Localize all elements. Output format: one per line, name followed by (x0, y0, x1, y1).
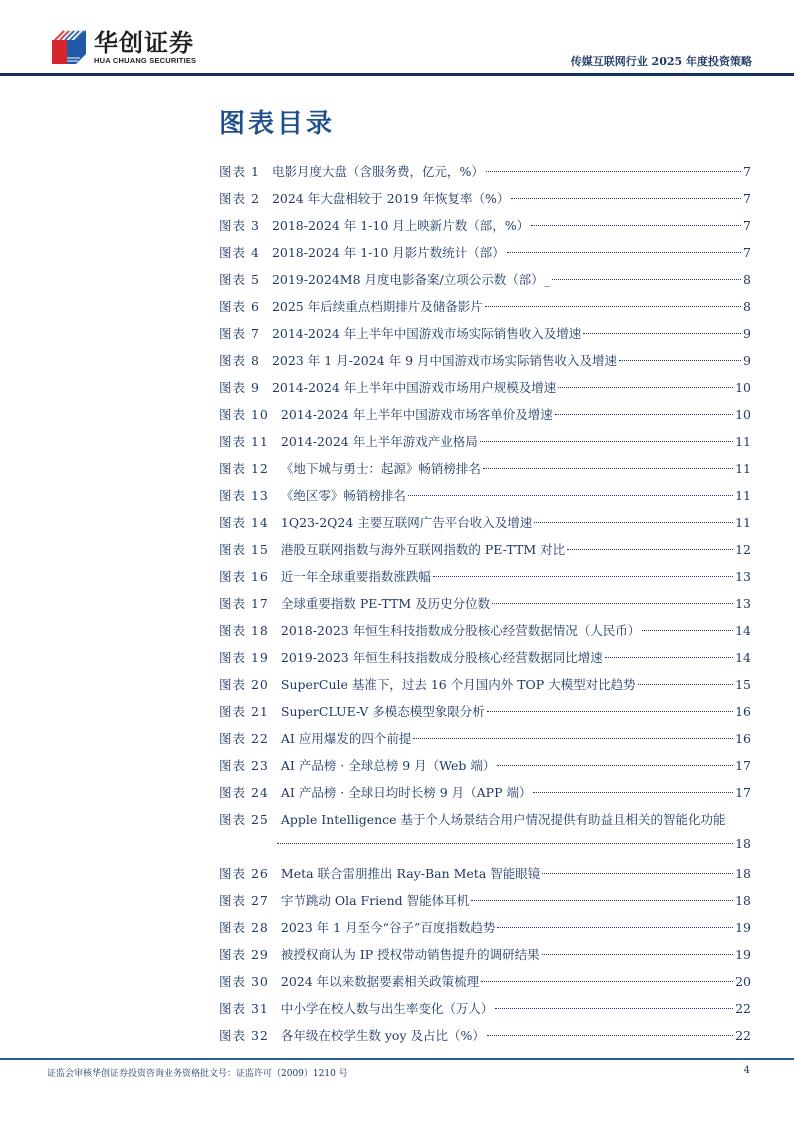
toc-entry-number: 图表 22 (219, 731, 269, 746)
toc-entry-title: 《绝区零》畅销榜排名 (280, 488, 406, 503)
toc-entry[interactable] (219, 189, 751, 216)
toc-entry-page: 14 (735, 650, 751, 665)
toc-entry-number: 图表 11 (219, 434, 269, 449)
dot-leader (413, 738, 733, 739)
toc-entry-number: 图表 3 (219, 218, 260, 233)
toc-entry[interactable] (219, 486, 751, 513)
footer-license: 证监会审核华创证券投资咨询业务资格批文号：证监许可（2009）1210 号 (47, 1069, 348, 1079)
toc-entry-number: 图表 19 (219, 650, 269, 665)
toc-entry-title: 2018-2024 年 1-10 月上映新片数（部，%） (271, 218, 530, 233)
toc-entry-page: 11 (735, 461, 751, 476)
toc-entry[interactable] (219, 567, 751, 594)
toc-entry-number: 图表 18 (219, 623, 269, 638)
toc-entry-title: Meta 联合雷朋推出 Ray-Ban Meta 智能眼镜 (280, 866, 541, 881)
page-header (0, 0, 794, 80)
toc-entry-title: 被授权商认为 IP 授权带动销售提升的调研结果 (280, 947, 540, 962)
toc-entry-continuation (219, 834, 751, 861)
footer-divider (0, 1058, 794, 1060)
logo-cube-icon (50, 28, 88, 66)
toc-entry-page: 15 (735, 677, 751, 692)
dot-leader (497, 927, 733, 928)
toc-entry-page: 10 (735, 407, 751, 422)
toc-entry-number: 图表 24 (219, 785, 269, 800)
toc-entry-number: 图表 2 (219, 191, 260, 206)
toc-entry-title: 2025 年后续重点档期排片及储备影片 (271, 299, 483, 314)
toc-entry-page: 8 (743, 272, 751, 287)
toc-entry[interactable] (219, 162, 751, 189)
dot-leader (511, 198, 741, 199)
toc-entry-title: 2023 年 1 月至今“谷子”百度指数趋势 (280, 920, 496, 935)
dot-leader (471, 900, 733, 901)
dot-leader (486, 171, 741, 172)
dot-leader (480, 441, 733, 442)
toc-entry-page: 19 (735, 920, 751, 935)
toc-entry-title: AI 产品榜 · 全球总榜 9 月（Web 端） (280, 758, 496, 773)
toc-entry-page: 17 (735, 785, 751, 800)
toc-entry[interactable] (219, 324, 751, 351)
toc-entry-number: 图表 26 (219, 866, 269, 881)
toc-entry[interactable] (219, 513, 751, 540)
toc-entry[interactable] (219, 810, 751, 864)
toc-entry-page: 9 (743, 353, 751, 368)
logo-chinese-name: 华创证券 (94, 28, 194, 57)
toc-entry[interactable] (219, 351, 751, 378)
dot-leader (567, 549, 733, 550)
dot-leader (483, 468, 733, 469)
page-title: 图表目录 (219, 109, 336, 139)
toc-entry-page: 18 (735, 866, 751, 881)
toc-entry[interactable] (219, 540, 751, 567)
toc-entry-title: 《地下城与勇士：起源》畅销榜排名 (280, 461, 481, 476)
toc-entry-number: 图表 16 (219, 569, 269, 584)
toc-entry-number: 图表 12 (219, 461, 269, 476)
dot-leader (542, 873, 733, 874)
toc-entry[interactable] (219, 1026, 751, 1053)
toc-entry-number: 图表 4 (219, 245, 260, 260)
logo-english-name: HUA CHUANG SECURITIES (94, 55, 197, 65)
toc-entry-number: 图表 21 (219, 704, 269, 719)
toc-entry-title: 1Q23-2Q24 主要互联网广告平台收入及增速 (280, 515, 533, 530)
toc-entry-page: 7 (743, 191, 751, 206)
dot-leader (558, 387, 733, 388)
toc-entry-title: 2014-2024 年上半年中国游戏市场用户规模及增速 (271, 380, 557, 395)
toc-entry-page: 19 (735, 947, 751, 962)
dot-leader (485, 306, 741, 307)
toc-entry[interactable] (219, 270, 751, 297)
toc-entry-page: 7 (743, 245, 751, 260)
toc-entry-title: 2019-2024M8 月度电影备案/立项公示数（部）_ (271, 272, 550, 287)
toc-entry-number: 图表 8 (219, 353, 260, 368)
toc-entry-page: 18 (735, 835, 751, 851)
dot-leader (433, 576, 733, 577)
toc-entry-page: 11 (735, 515, 751, 530)
toc-entry-page: 8 (743, 299, 751, 314)
dot-leader (481, 981, 733, 982)
toc-entry-number: 图表 20 (219, 677, 269, 692)
toc-entry-title: AI 产品榜 · 全球日均时长榜 9 月（APP 端） (280, 785, 532, 800)
company-logo (50, 27, 196, 67)
dot-leader (492, 603, 733, 604)
dot-leader (605, 657, 733, 658)
toc-entry[interactable] (219, 783, 751, 810)
toc-entry-number: 图表 15 (219, 542, 269, 557)
toc-entry[interactable] (219, 891, 751, 918)
toc-entry[interactable] (219, 243, 751, 270)
dot-leader (487, 711, 733, 712)
toc-entry-page: 16 (735, 731, 751, 746)
toc-entry-number: 图表 1 (219, 164, 260, 179)
toc-entry-page: 9 (743, 326, 751, 341)
toc-entry-number: 图表 17 (219, 596, 269, 611)
toc-entry-title: 宇节跳动 Ola Friend 智能体耳机 (280, 893, 470, 908)
toc-entry-title: 2024 年以来数据要素相关政策梳理 (280, 974, 480, 989)
figure-table-of-contents (219, 162, 751, 1053)
toc-entry[interactable] (219, 621, 751, 648)
dot-leader (555, 414, 733, 415)
dot-leader (583, 333, 741, 334)
dot-leader (533, 792, 733, 793)
toc-entry[interactable] (219, 756, 751, 783)
toc-entry-page: 22 (735, 1028, 751, 1043)
toc-entry-title: 2014-2024 年上半年游戏产业格局 (280, 434, 478, 449)
dot-leader (487, 1035, 733, 1036)
toc-entry[interactable] (219, 378, 751, 405)
report-title: 传媒互联网行业 2025 年度投资策略 (570, 55, 752, 68)
toc-entry[interactable] (219, 405, 751, 432)
toc-entry-page: 11 (735, 434, 751, 449)
toc-entry-page: 16 (735, 704, 751, 719)
dot-leader (542, 954, 733, 955)
toc-entry-number: 图表 5 (219, 272, 260, 287)
toc-entry[interactable] (219, 216, 751, 243)
toc-entry-page: 18 (735, 893, 751, 908)
toc-entry-number: 图表 6 (219, 299, 260, 314)
toc-entry-number: 图表 7 (219, 326, 260, 341)
toc-entry-page: 7 (743, 164, 751, 179)
toc-entry-number: 图表 31 (219, 1001, 269, 1016)
toc-entry-page: 20 (735, 974, 751, 989)
toc-entry[interactable] (219, 297, 751, 324)
toc-entry-title: 2018-2023 年恒生科技指数成分股核心经营数据情况（人民币） (280, 623, 641, 638)
toc-entry-page: 10 (735, 380, 751, 395)
toc-entry[interactable] (219, 918, 751, 945)
toc-entry-title: 电影月度大盘（含服务费，亿元，%） (271, 164, 484, 179)
toc-entry-number: 图表 14 (219, 515, 269, 530)
toc-entry-page: 17 (735, 758, 751, 773)
dot-leader (497, 765, 733, 766)
toc-entry-title: 2018-2024 年 1-10 月影片数统计（部） (271, 245, 505, 260)
toc-entry-title: 2014-2024 年上半年中国游戏市场实际销售收入及增速 (271, 326, 582, 341)
dot-leader (507, 252, 741, 253)
toc-entry[interactable] (219, 729, 751, 756)
toc-entry-number: 图表 10 (219, 407, 269, 422)
toc-entry-page: 7 (743, 218, 751, 233)
toc-entry-page: 12 (735, 542, 751, 557)
toc-entry-title: 中小学在校人数与出生率变化（万人） (280, 1001, 494, 1016)
toc-entry-title: SuperCLUE-V 多模态模型象限分析 (280, 704, 485, 719)
toc-entry-number: 图表 29 (219, 947, 269, 962)
dot-leader (408, 495, 733, 496)
toc-entry-title: 2023 年 1 月-2024 年 9 月中国游戏市场实际销售收入及增速 (271, 353, 618, 368)
toc-entry[interactable] (219, 999, 751, 1026)
toc-entry-number: 图表 28 (219, 920, 269, 935)
toc-entry-page: 13 (735, 596, 751, 611)
toc-entry[interactable] (219, 945, 751, 972)
dot-leader (277, 843, 733, 844)
toc-entry[interactable] (219, 648, 751, 675)
toc-entry-title: AI 应用爆发的四个前提 (280, 731, 412, 746)
toc-entry[interactable] (219, 675, 751, 702)
toc-entry-page: 11 (735, 488, 751, 503)
toc-entry-title: 2024 年大盘相较于 2019 年恢复率（%） (271, 191, 510, 206)
page-number: 4 (743, 1065, 750, 1076)
toc-entry-number: 图表 27 (219, 893, 269, 908)
toc-entry-title: 近一年全球重要指数涨跌幅 (280, 569, 431, 584)
toc-entry-title: 港股互联网指数与海外互联网指数的 PE-TTM 对比 (280, 542, 566, 557)
dot-leader (619, 360, 741, 361)
toc-entry[interactable] (219, 972, 751, 999)
dot-leader (531, 225, 741, 226)
dot-leader (638, 684, 733, 685)
toc-entry-page: 22 (735, 1001, 751, 1016)
toc-entry-title: 全球重要指数 PE-TTM 及历史分位数 (280, 596, 491, 611)
toc-entry-title: 2014-2024 年上半年中国游戏市场客单价及增速 (280, 407, 553, 422)
toc-entry-title: 2019-2023 年恒生科技指数成分股核心经营数据同比增速 (280, 650, 603, 665)
toc-entry-number: 图表 13 (219, 488, 269, 503)
toc-entry[interactable] (219, 432, 751, 459)
toc-entry-title: Apple Intelligence 基于个人场景结合用户情况提供有助益且相关的智能化功能 (280, 812, 726, 827)
toc-entry-page: 13 (735, 569, 751, 584)
dot-leader (552, 279, 741, 280)
dot-leader (534, 522, 733, 523)
dot-leader (642, 630, 733, 631)
toc-entry-number: 图表 9 (219, 380, 260, 395)
toc-entry-number: 图表 25 (219, 812, 269, 827)
toc-entry[interactable] (219, 594, 751, 621)
toc-entry[interactable] (219, 459, 751, 486)
toc-entry[interactable] (219, 864, 751, 891)
dot-leader (495, 1008, 733, 1009)
toc-entry-number: 图表 32 (219, 1028, 269, 1043)
toc-entry-number: 图表 23 (219, 758, 269, 773)
toc-entry-title: 各年级在校学生数 yoy 及占比（%） (280, 1028, 485, 1043)
header-divider (0, 73, 794, 76)
toc-entry-title: SuperCule 基准下，过去 16 个月国内外 TOP 大模型对比趋势 (280, 677, 636, 692)
toc-entry-page: 14 (735, 623, 751, 638)
toc-entry[interactable] (219, 702, 751, 729)
toc-entry-number: 图表 30 (219, 974, 269, 989)
